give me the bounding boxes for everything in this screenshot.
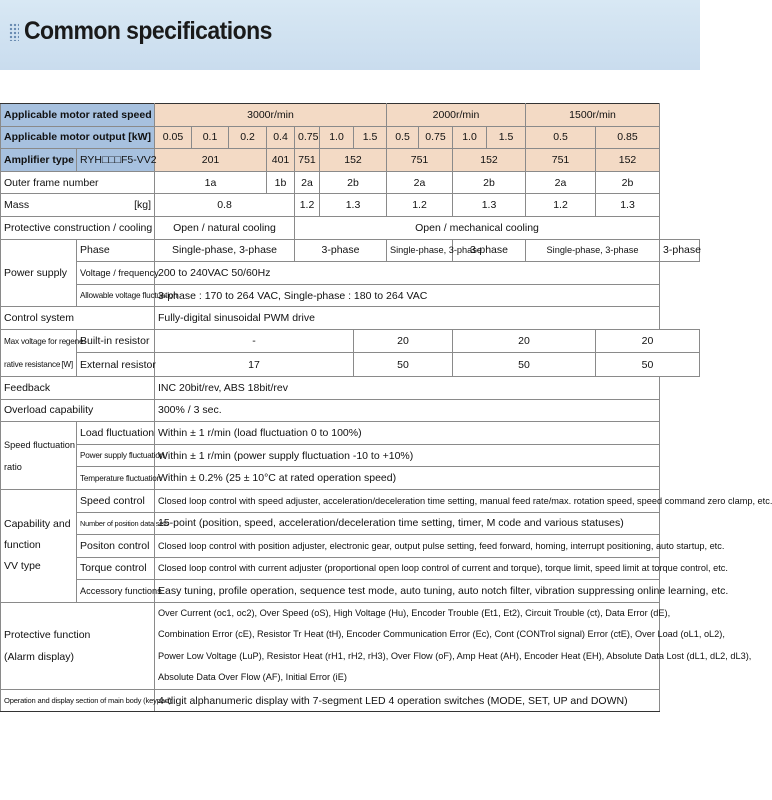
row-protective [1, 602, 700, 689]
external-cell: 50 [354, 353, 453, 377]
load-fluct-label: Load fluctuation [77, 422, 155, 445]
feedback-label: Feedback [1, 376, 155, 399]
operation-value: 4-digit alphanumeric display with 7-segment LED 4 operation switches (MODE, SET, UP and DOWN) [155, 689, 660, 712]
output-cell: 0.1 [192, 126, 229, 149]
amp-cell: 152 [320, 149, 387, 172]
frame-cell: 2b [320, 171, 387, 194]
output-cell: 0.05 [155, 126, 192, 149]
output-cell: 0.5 [526, 126, 596, 149]
temp-fluct-value: Within ± 0.2% (25 ± 10°C at rated operation speed) [155, 467, 660, 490]
mass-cell: 1.2 [387, 194, 453, 217]
output-cell: 0.85 [596, 126, 660, 149]
power-label: Power supply [1, 239, 77, 307]
external-cell: 50 [596, 353, 700, 377]
frame-cell: 2b [596, 171, 660, 194]
torque-control-value: Closed loop control with current adjuster (proportional open loop control of current and torque), torque limit, speed limit at torque control, etc. [155, 557, 660, 580]
row-cooling [1, 216, 700, 239]
row-regen-builtin [1, 329, 700, 353]
position-control-value: Closed loop control with position adjuster, electronic gear, output pulse setting, feed forward, homing, interrupt positioning, auto startup, etc. [155, 535, 660, 558]
speed-1500: 1500r/min [526, 104, 660, 127]
row-cap-torque [1, 557, 700, 580]
phase-cell: Single-phase, 3-phase [526, 239, 660, 262]
phase-cell: 3-phase [453, 239, 526, 262]
row-cap-position [1, 535, 700, 558]
load-fluct-value: Within ± 1 r/min (load fluctuation 0 to 100%) [155, 422, 660, 445]
amp-cell: 751 [295, 149, 320, 172]
row-power-voltage [1, 262, 700, 285]
phase-cell: Single-phase, 3-phase [387, 239, 453, 262]
amp-cell: 152 [596, 149, 660, 172]
feedback-value: INC 20bit/rev, ABS 18bit/rev [155, 376, 660, 399]
amplifier-model: RYH□□□F5-VV2 [77, 149, 155, 172]
mass-label: Mass [kg] [1, 194, 155, 217]
row-cap-speed [1, 489, 700, 512]
frame-cell: 2a [295, 171, 320, 194]
dots-icon [9, 23, 19, 41]
row-speed-load [1, 422, 700, 445]
frame-cell: 2a [387, 171, 453, 194]
row-mass [1, 194, 700, 217]
output-cell: 0.75 [295, 126, 320, 149]
protective-value: Over Current (oc1, oc2), Over Speed (oS), High Voltage (Hu), Encoder Trouble (Et1, Et2), Circuit Trouble (ct), Data Error (dE), Combination Error (cE), Resistor Tr Heat (tH), Encoder Communication Error (Ec), Cont (CONTrol signal) Error (ctE), Over Load (oL1, oL2), Power Low Voltage (LuP), Resistor Heat (rH1, rH2, rH3), Over Flow (oF), Amp Heat (AH), Encoder Heat (EH), Absolute Data Lost (dL1, dL2, dL3), Absolute Data Over Flow (AF), Initial Error (iE) [155, 602, 660, 689]
protective-label: Protective function (Alarm display) [1, 602, 155, 689]
row-cap-accessory [1, 580, 700, 603]
row-control-system [1, 307, 700, 330]
amp-cell: 751 [526, 149, 596, 172]
row-feedback [1, 376, 700, 399]
cooling-mechanical: Open / mechanical cooling [295, 216, 660, 239]
builtin-cell: 20 [453, 329, 596, 353]
builtin-cell: 20 [596, 329, 700, 353]
motor-output-label: Applicable motor output [kW] [1, 126, 155, 149]
supply-fluct-value: Within ± 1 r/min (power supply fluctuation -10 to +10%) [155, 444, 660, 467]
external-cell: 17 [155, 353, 354, 377]
external-label: External resistor [77, 353, 155, 377]
builtin-label: Built-in resistor [77, 329, 155, 353]
accessory-value: Easy tuning, profile operation, sequence test mode, auto tuning, auto notch filter, vibration suppressing online learning, etc. [155, 580, 660, 603]
output-cell: 0.2 [229, 126, 267, 149]
frame-cell: 2b [453, 171, 526, 194]
speed-control-label: Speed control [77, 489, 155, 512]
spec-table [0, 103, 772, 712]
row-speed-temp [1, 467, 700, 490]
motor-speed-label: Applicable motor rated speed [1, 104, 155, 127]
external-cell: 50 [453, 353, 596, 377]
amp-cell: 201 [155, 149, 267, 172]
posdata-value: 15-point (position, speed, acceleration/deceleration time setting, timer, M code and various statuses) [155, 512, 660, 535]
regen-label: Max voltage for regene- rative resistance [W] [1, 329, 77, 376]
output-cell: 0.4 [267, 126, 295, 149]
voltage-fluct-label: Allowable voltage fluctuation [77, 284, 155, 307]
mass-cell: 1.2 [295, 194, 320, 217]
row-speed-supply [1, 444, 700, 467]
speed-3000: 3000r/min [155, 104, 387, 127]
phase-cell: Single-phase, 3-phase [155, 239, 295, 262]
output-cell: 0.75 [419, 126, 453, 149]
output-cell: 1.0 [320, 126, 354, 149]
mass-cell: 1.3 [453, 194, 526, 217]
row-frame [1, 171, 700, 194]
position-control-label: Positon control [77, 535, 155, 558]
amp-cell: 152 [453, 149, 526, 172]
operation-label: Operation and display section of main body (keypad) [1, 689, 155, 712]
amplifier-label: Amplifier type [1, 149, 77, 172]
builtin-cell: - [155, 329, 354, 353]
phase-cell: 3-phase [660, 239, 700, 262]
voltage-fluct-value: 3-phase : 170 to 264 VAC, Single-phase : 180 to 264 VAC [155, 284, 660, 307]
section-header [0, 0, 700, 70]
capability-label: Capability and function VV type [1, 489, 77, 602]
overload-label: Overload capability [1, 399, 155, 422]
row-operation [1, 689, 700, 712]
mass-cell: 1.3 [596, 194, 660, 217]
amp-cell: 401 [267, 149, 295, 172]
page-title: Common specifications [24, 17, 272, 45]
output-cell: 1.0 [453, 126, 487, 149]
cooling-label: Protective construction / cooling [1, 216, 155, 239]
voltage-label: Voltage / frequency [77, 262, 155, 285]
speed-control-value: Closed loop control with speed adjuster, acceleration/deceleration time setting, manual feed rate/max. rotation speed, speed command zero clamp, etc. [155, 489, 660, 512]
speed-2000: 2000r/min [387, 104, 526, 127]
row-motor-speed [1, 104, 700, 127]
row-amplifier [1, 149, 700, 172]
torque-control-label: Torque control [77, 557, 155, 580]
output-cell: 1.5 [354, 126, 387, 149]
output-cell: 1.5 [487, 126, 526, 149]
row-overload [1, 399, 700, 422]
frame-label: Outer frame number [1, 171, 155, 194]
accessory-label: Accessory functions [77, 580, 155, 603]
frame-cell: 1b [267, 171, 295, 194]
mass-cell: 0.8 [155, 194, 295, 217]
frame-cell: 1a [155, 171, 267, 194]
row-cap-posdata [1, 512, 700, 535]
phase-cell: 3-phase [295, 239, 387, 262]
row-power-fluct [1, 284, 700, 307]
control-system-label: Control system [1, 307, 155, 330]
row-regen-external [1, 353, 700, 377]
mass-cell: 1.2 [526, 194, 596, 217]
voltage-value: 200 to 240VAC 50/60Hz [155, 262, 660, 285]
row-power-phase [1, 239, 700, 262]
supply-fluct-label: Power supply fluctuation [77, 444, 155, 467]
output-cell: 0.5 [387, 126, 419, 149]
row-motor-output [1, 126, 700, 149]
control-system-value: Fully-digital sinusoidal PWM drive [155, 307, 660, 330]
cooling-natural: Open / natural cooling [155, 216, 295, 239]
speed-fluct-label: Speed fluctuation ratio [1, 422, 77, 490]
temp-fluct-label: Temperature fluctuation [77, 467, 155, 490]
mass-cell: 1.3 [320, 194, 387, 217]
overload-value: 300% / 3 sec. [155, 399, 660, 422]
amp-cell: 751 [387, 149, 453, 172]
posdata-label: Number of position data sets [77, 512, 155, 535]
phase-label: Phase [77, 239, 155, 262]
builtin-cell: 20 [354, 329, 453, 353]
frame-cell: 2a [526, 171, 596, 194]
